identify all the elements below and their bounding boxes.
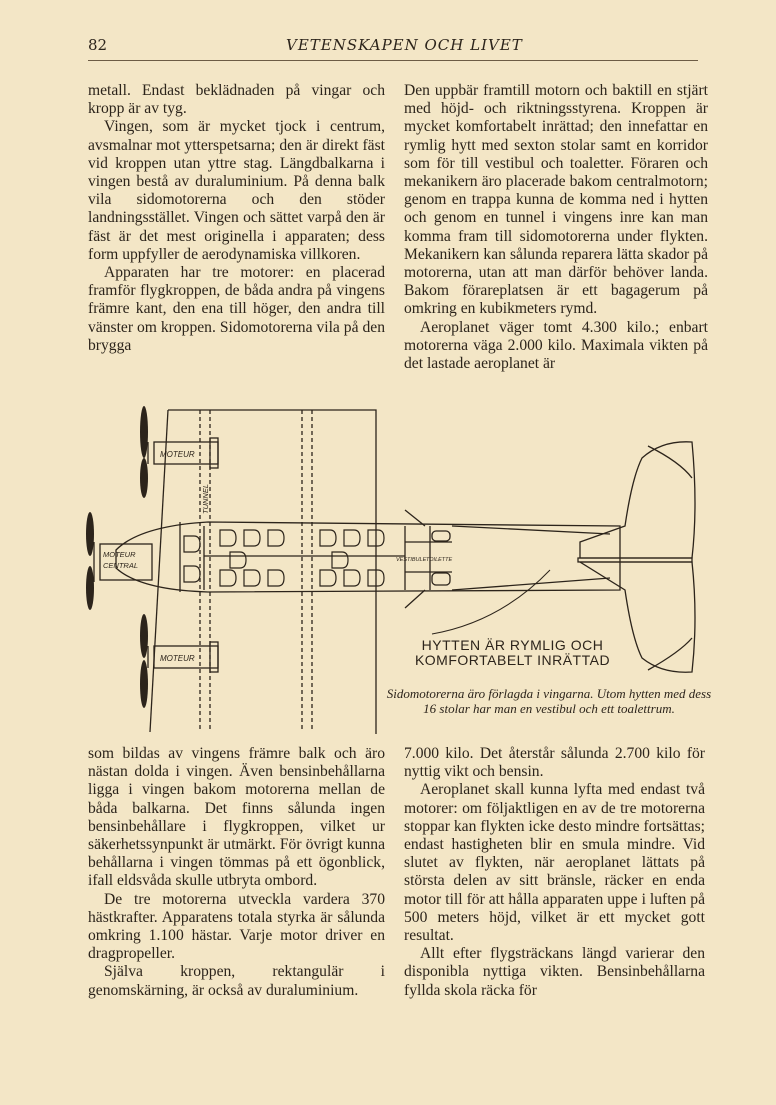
label-motor-bottom: MOTEUR bbox=[160, 654, 195, 663]
paragraph: Själva kroppen, rektangulär i genomskärning, är också av duraluminium. bbox=[88, 963, 385, 999]
column-bottom-left bbox=[88, 745, 385, 1000]
column-top-right bbox=[404, 82, 708, 373]
figure-heading: HYTTEN ÄR RYMLIG OCH KOMFORTABELT INRÄTTAD bbox=[414, 637, 611, 668]
figure-caption: Sidomotorerna äro förlagda i vingarna. Utom hytten med dess 16 stolar har man en vestibul och ett toalettrum. bbox=[386, 686, 712, 716]
paragraph: Apparaten har tre motorer: en placerad framför flygkroppen, de båda andra på vingens främre kant, den ena till höger, den andra till vänster om kroppen. Sidomotorerna vila på den brygga bbox=[88, 264, 385, 354]
paragraph: Aeroplanet väger tomt 4.300 kilo.; enbart motorerna väga 2.000 kilo. Maximala vikten på det lastade aeroplanet är bbox=[404, 318, 708, 373]
paragraph: 7.000 kilo. Det återstår sålunda 2.700 kilo för nyttig vikt och bensin. bbox=[404, 745, 705, 781]
aircraft-plan-diagram bbox=[80, 402, 720, 734]
paragraph: Allt efter flygsträckans längd varierar den disponibla nyttiga vikten. Bensinbehållarna fyllda skola räcka för bbox=[404, 945, 705, 999]
label-motor-central: MOTEUR bbox=[103, 550, 136, 559]
label-vestibule: VESTIBULE bbox=[396, 557, 427, 563]
paragraph: De tre motorerna utveckla vardera 370 hästkrafter. Apparatens totala styrka är sålunda omkring 1.100 hästar. Varje motor driver en dragpropeller. bbox=[88, 890, 385, 963]
running-title: VETENSKAPEN OCH LIVET bbox=[286, 36, 523, 54]
paragraph: metall. Endast beklädnaden på vingar och kropp är av tyg. bbox=[88, 82, 385, 118]
page-number: 82 bbox=[88, 36, 108, 54]
header-rule bbox=[88, 60, 698, 61]
wing-outline bbox=[168, 410, 376, 734]
label-motor-central-2: CENTRAL bbox=[103, 561, 139, 570]
column-bottom-right bbox=[404, 745, 705, 1000]
label-toilette: TOILETTE bbox=[426, 557, 453, 563]
label-tunnel: TUNNEL bbox=[201, 483, 210, 514]
cabin-seats bbox=[184, 530, 384, 586]
paragraph: Vingen, som är mycket tjock i centrum, avsmalnar mot ytterspetsarna; den är direkt fäst vid kroppen utan yttre stag. Längdbalkarna i vingen bestå av duraluminium. På denna balk vila sidomotorerna och den stöder landningsstället. Vingen och sättet varpå den är fäst är det mest originella i apparaten; dess form uppfyller de aerodynamiska villkoren. bbox=[88, 118, 385, 263]
paragraph: som bildas av vingens främre balk och äro nästan dolda i vingen. Även bensinbehållarna ligga i vingen bakom motorerna mellan de båda balkarna. Det finns sålunda ingen bensinbehållare i flygkroppen, vilket ur säkerhetssynpunkt är utmärkt. För övrigt kunna behållarna i vingen tömmas på ett ögonblick, ifall eldsvåda skulle utbryta ombord. bbox=[88, 745, 385, 890]
label-motor-top: MOTEUR bbox=[160, 450, 195, 459]
page-header bbox=[88, 36, 698, 62]
column-top-left bbox=[88, 82, 385, 355]
paragraph: Aeroplanet skall kunna lyfta med endast två motorer: om följaktligen en av de tre motorerna stoppar kan flykten icke desto mindre fortsättas; endast hastigheten blir en smula mindre. Vid slutet av flykten, när aeroplanet lättats på största delen av sitt bränsle, räcker en enda motor till för att hålla apparaten uppe i luften på 500 meters höjd, vilket är ett mycket gott resultat. bbox=[404, 781, 705, 945]
tail-stabilizer bbox=[580, 442, 695, 558]
aircraft-plan-figure bbox=[80, 402, 720, 734]
paragraph: Den uppbär framtill motorn och baktill en stjärt med höjd- och riktningsstyrena. Kroppen är mycket komfortabelt inrättad; den innefattar en rymlig hytt med sexton stolar samt en korridor som för till vestibul och toaletter. Föraren och mekanikern äro placerade bakom centralmotorn; genom en trappa kunna de komma ned i hytten och genom en tunnel i vingens inre kan man komma fram till sidomotorerna under flykten. Mekanikern kan sålunda reparera lätta skador på motorerna, utan att man därför behöver landa. Bakom förareplatsen är ett bagagerum på omkring en kubikmeters rymd. bbox=[404, 82, 708, 318]
